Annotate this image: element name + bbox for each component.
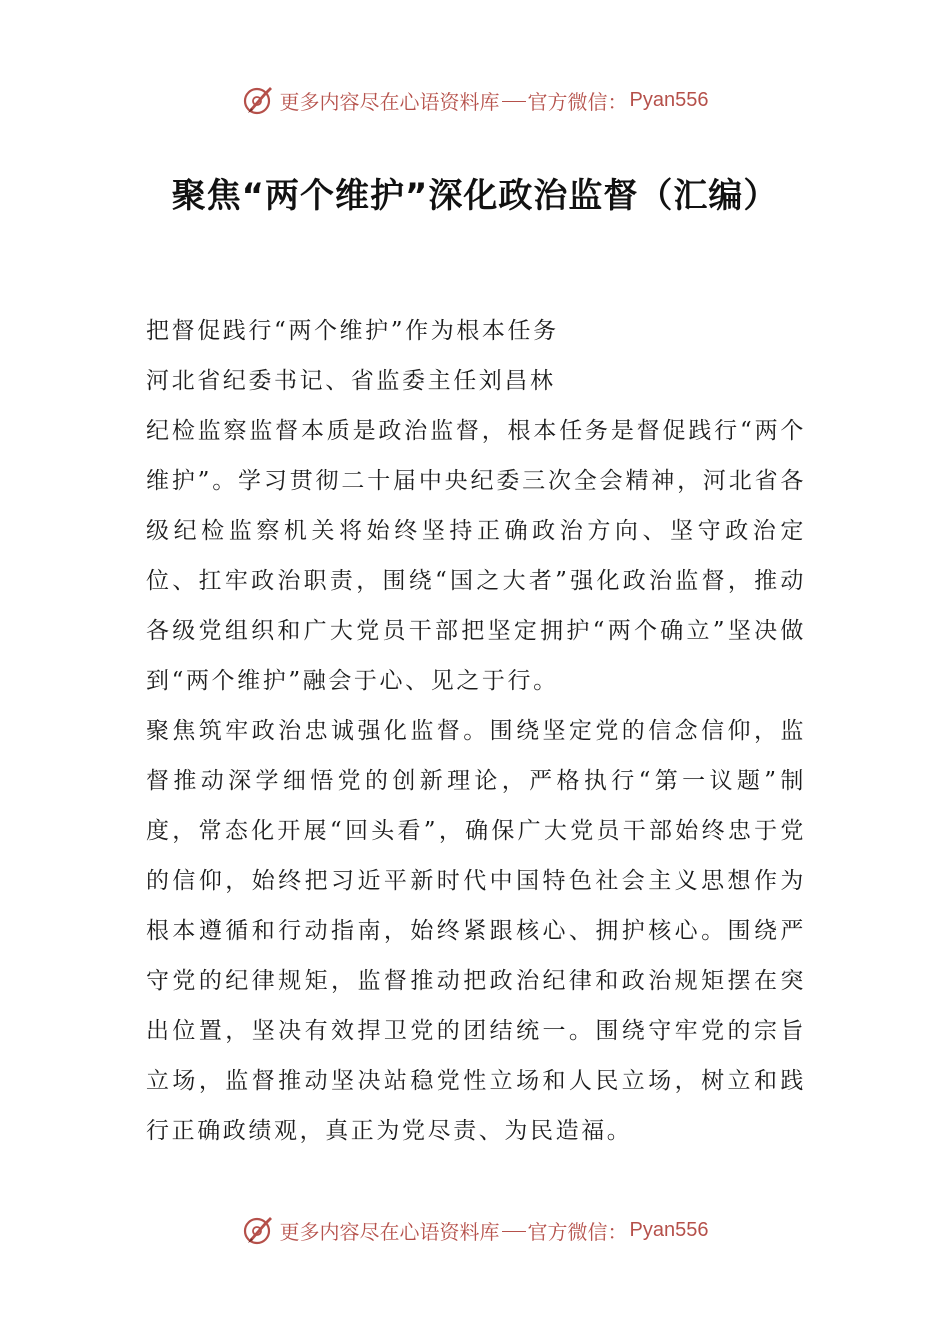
banner-official-label: 官方微信： <box>527 89 628 114</box>
pen-nib-logo-icon <box>242 83 276 117</box>
article-body <box>146 306 806 1156</box>
banner-wechat-id: Pyan556 <box>629 1218 709 1241</box>
banner-brand-text: 更多内容尽在心语资料库 <box>279 1219 500 1244</box>
document-title: 聚焦“两个维护”深化政治监督（汇编） <box>171 176 779 216</box>
pen-nib-logo-icon <box>242 1213 276 1247</box>
banner-official-label: 官方微信： <box>527 1219 628 1244</box>
article-paragraph: 聚焦筑牢政治忠诚强化监督。围绕坚定党的信念信仰，监督推动深学细悟党的创新理论，严格执行“第一议题”制度，常态化开展“回头看”，确保广大党员干部始终忠于党的信仰，始终把习近平新时代中国特色社会主义思想作为根本遵循和行动指南，始终紧跟核心、拥护核心。围绕严守党的纪律规矩，监督推动把政治纪律和政治规矩摆在突出位置，坚决有效捍卫党的团结统一。围绕守牢党的宗旨立场，监督推动坚决站稳党性立场和人民立场，树立和践行正确政绩观，真正为党尽责、为民造福。 <box>146 718 806 1144</box>
banner-wechat-id: Pyan556 <box>629 88 709 111</box>
article-author: 河北省纪委书记、省监委主任刘昌林 <box>146 368 556 394</box>
footer-banner <box>0 1210 950 1250</box>
banner-brand-text: 更多内容尽在心语资料库 <box>279 89 500 114</box>
banner-separator <box>502 101 526 102</box>
header-banner <box>0 80 950 120</box>
article-paragraph: 纪检监察监督本质是政治监督，根本任务是督促践行“两个维护”。学习贯彻二十届中央纪委三次全会精神，河北省各级纪检监察机关将始终坚持正确政治方向、坚守政治定位、扛牢政治职责，围绕“国之大者”强化政治监督，推动各级党组织和广大党员干部把坚定拥护“两个确立”坚决做到“两个维护”融会于心、见之于行。 <box>146 418 806 694</box>
article-subtitle: 把督促践行“两个维护”作为根本任务 <box>146 318 559 344</box>
banner-separator <box>502 1231 526 1232</box>
